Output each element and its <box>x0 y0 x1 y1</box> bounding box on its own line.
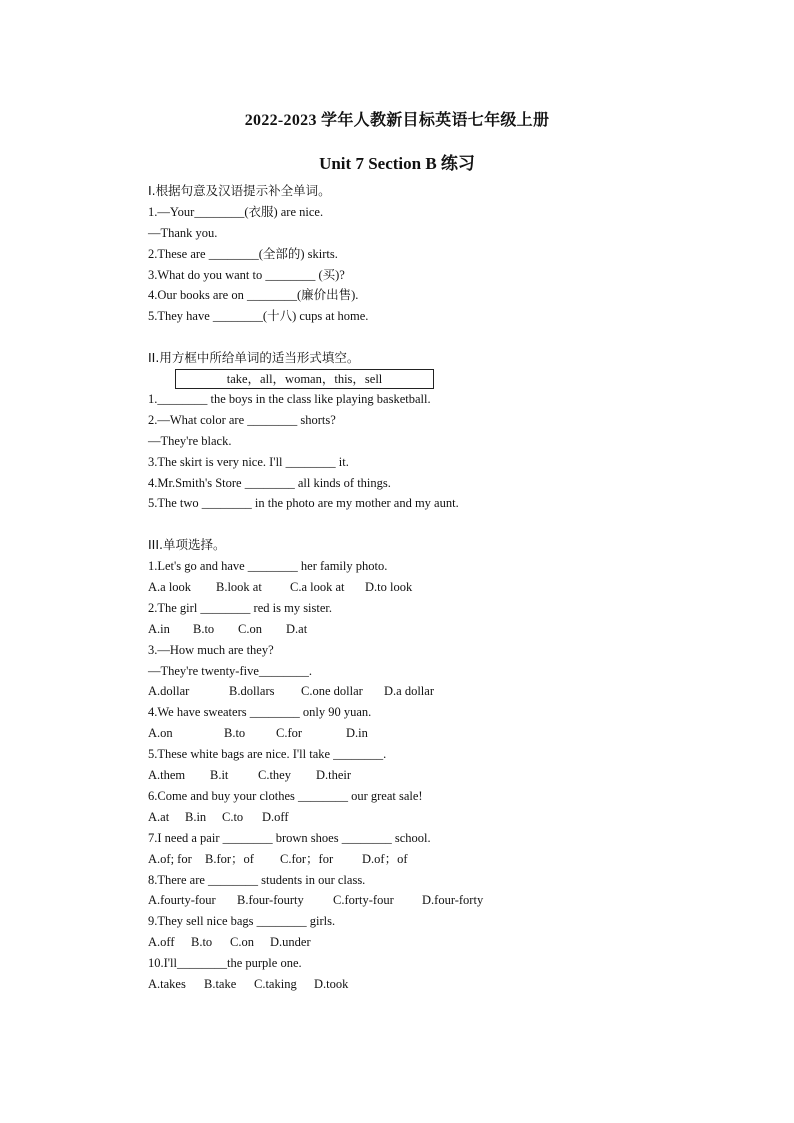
option-b: B.take <box>204 976 237 991</box>
question-6-options <box>148 807 668 828</box>
section-2-line: 1.________ the boys in the class like playing basketball. <box>148 392 431 407</box>
option-d: D.four-forty <box>422 893 484 908</box>
spacer <box>148 514 668 535</box>
option-c: C.for；for <box>280 851 334 866</box>
page-subtitle: Unit 7 Section B 练习 <box>319 154 475 173</box>
option-a: A.takes <box>148 976 186 991</box>
option-c: C.forty-four <box>333 893 394 908</box>
option-a: A.in <box>148 621 170 636</box>
option-c: C.one dollar <box>301 684 363 699</box>
option-d: D.off <box>262 809 289 824</box>
question-4: 4.We have sweaters ________ only 90 yuan. <box>148 705 372 720</box>
section-1-line: —Thank you. <box>148 225 218 240</box>
option-a: A.a look <box>148 580 192 595</box>
section-1-line: 5.They have ________(十八) cups at home. <box>148 309 369 324</box>
section-1-heading: I.根据句意及汉语提示补全单词。 <box>148 183 331 198</box>
question-10: 10.I'll________the purple one. <box>148 956 302 971</box>
section-2-line: 4.Mr.Smith's Store ________ all kinds of things. <box>148 475 391 490</box>
section-2-line: 2.—What color are ________ shorts? <box>148 412 336 427</box>
question-2-options <box>148 619 668 640</box>
question-4-options <box>148 723 668 744</box>
option-d: D.under <box>270 935 311 950</box>
question-8-options <box>148 890 668 911</box>
option-b: B.it <box>210 768 229 783</box>
worksheet-content <box>148 181 668 995</box>
option-c: C.for <box>276 726 303 741</box>
option-b: B.in <box>185 809 207 824</box>
option-a: A.fourty-four <box>148 893 216 908</box>
section-2-line: 3.The skirt is very nice. I'll ________ it. <box>148 454 349 469</box>
question-5-options <box>148 765 668 786</box>
section-1-line: 1.—Your________(衣服) are nice. <box>148 204 324 219</box>
option-b: B.for；of <box>205 851 254 866</box>
option-b: B.to <box>191 935 213 950</box>
option-a: A.of; for <box>148 851 192 866</box>
question-9: 9.They sell nice bags ________ girls. <box>148 914 336 929</box>
option-c: C.taking <box>254 976 297 991</box>
question-3: 3.—How much are they? <box>148 642 274 657</box>
question-5: 5.These white bags are nice. I'll take ________. <box>148 747 387 762</box>
question-9-options <box>148 932 668 953</box>
option-a: A.on <box>148 726 173 741</box>
option-d: D.a dollar <box>384 684 434 699</box>
option-c: C.to <box>222 809 244 824</box>
section-1-line: 3.What do you want to ________ (买)? <box>148 267 345 282</box>
option-d: D.took <box>314 976 349 991</box>
section-1-line: 4.Our books are on ________(廉价出售). <box>148 288 359 303</box>
option-b: B.to <box>193 621 215 636</box>
question-10-options <box>148 974 668 995</box>
option-a: A.them <box>148 768 186 783</box>
question-1-options <box>148 577 668 598</box>
option-b: B.dollars <box>229 684 275 699</box>
section-3-heading: III.单项选择。 <box>148 537 226 553</box>
option-b: B.four-fourty <box>237 893 304 908</box>
section-2-line: —They're black. <box>148 433 232 448</box>
question-2: 2.The girl ________ red is my sister. <box>148 600 333 615</box>
option-b: B.to <box>224 726 246 741</box>
word-bank-box: take，all，woman，this，sell <box>175 369 434 389</box>
question-7: 7.I need a pair ________ brown shoes ________ school. <box>148 830 431 845</box>
section-2-heading: II.用方框中所给单词的适当形式填空。 <box>148 350 360 366</box>
option-d: D.their <box>316 768 352 783</box>
section-2-line: 5.The two ________ in the photo are my mother and my aunt. <box>148 496 459 511</box>
question-7-options <box>148 849 668 870</box>
option-d: D.to look <box>365 580 413 595</box>
spacer <box>148 327 668 348</box>
page-title: 2022-2023 学年人教新目标英语七年级上册 <box>244 112 550 129</box>
option-d: D.in <box>346 726 368 741</box>
question-1: 1.Let's go and have ________ her family photo. <box>148 559 388 574</box>
question-6: 6.Come and buy your clothes ________ our great sale! <box>148 788 423 803</box>
question-3-reply: —They're twenty-five________. <box>148 663 313 678</box>
option-c: C.they <box>258 768 291 783</box>
option-a: A.dollar <box>148 684 190 699</box>
option-d: D.at <box>286 621 308 636</box>
section-1-line: 2.These are ________(全部的) skirts. <box>148 246 338 261</box>
option-d: D.of；of <box>362 851 408 866</box>
option-c: C.a look at <box>290 580 345 595</box>
option-a: A.at <box>148 809 170 824</box>
option-b: B.look at <box>216 580 262 595</box>
option-c: C.on <box>230 935 254 950</box>
question-8: 8.There are ________ students in our class. <box>148 872 366 887</box>
question-3-options <box>148 681 668 702</box>
option-c: C.on <box>238 621 262 636</box>
option-a: A.off <box>148 935 175 950</box>
